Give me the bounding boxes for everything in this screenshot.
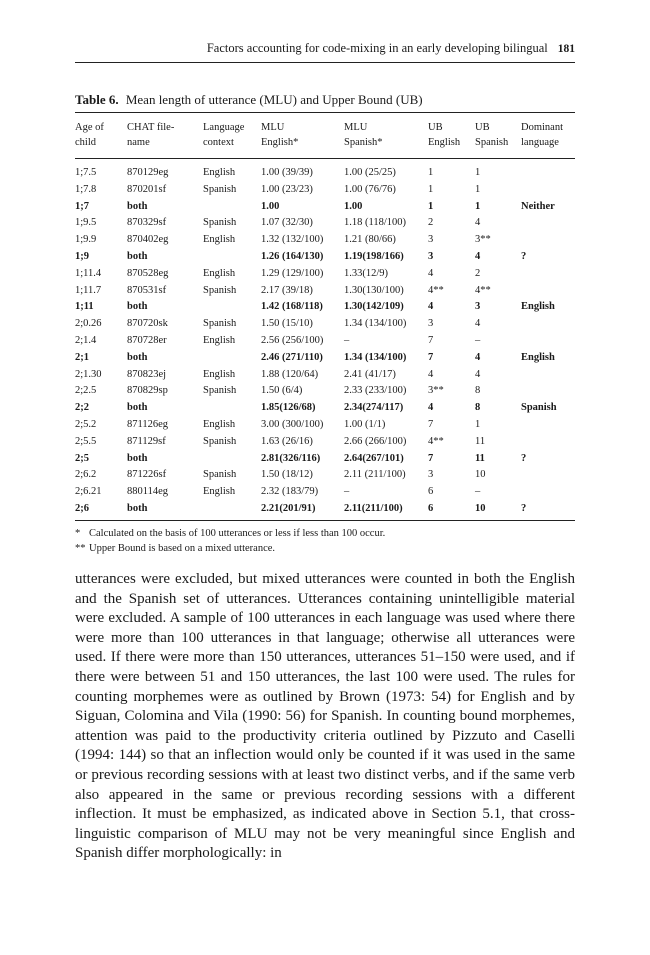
column-header [261,113,344,159]
table-cell: 4** [475,284,491,296]
table-cell: 2 [475,267,481,279]
column-header-line2: Spanish [475,136,509,148]
table-cell: 1.07 (32/30) [261,217,313,229]
table-row [75,182,575,199]
table-cell: 4 [475,368,481,380]
column-header-line1: MLU [261,122,285,133]
table-summary-row [75,199,575,216]
table-cell: 870720sk [127,318,168,330]
table-cell: 1 [428,183,434,195]
table-cell: 1.18 (118/100) [344,217,407,229]
table-summary-row [75,350,575,367]
table-cell: 10 [475,502,486,514]
table-cell: 1;11 [75,301,94,313]
table-cell [203,350,261,367]
table-cell: 1.63 (26/16) [261,435,313,447]
table-summary-row [75,451,575,468]
table-cell [521,283,575,300]
column-header-line2: Spanish* [344,136,383,148]
table-cell: 3 [428,250,434,262]
table-cell: – [344,486,350,498]
table-cell: 1.29 (129/100) [261,267,324,279]
table-cell: 7 [428,452,434,464]
table-row [75,316,575,333]
table-cell: 1.34 (134/100) [344,351,407,363]
table-cell: 1.32 (132/100) [261,234,324,246]
column-header-line2: English* [261,136,299,148]
table-cell: 870829sp [127,385,168,397]
column-header [521,113,575,159]
column-header-line2: name [127,136,150,148]
table-cell [521,484,575,501]
table-cell: English [203,234,236,246]
table-cell: both [127,351,148,363]
table-cell: 1.88 (120/64) [261,368,319,380]
table-cell: 1.00 (23/23) [261,183,313,195]
table-cell: 4 [428,402,434,414]
table-cell: 1.00 (1/1) [344,418,386,430]
table-cell: 871126eg [127,418,169,430]
table-row [75,232,575,249]
table-cell [521,316,575,333]
table-cell: 6 [428,486,434,498]
running-header [75,40,575,57]
table-cell: English [521,301,555,313]
table-cell: Spanish [203,469,237,481]
table-cell: 4 [475,351,481,363]
table-row [75,159,575,182]
table-cell: 1;9.9 [75,234,97,246]
body-text [75,570,575,864]
table-cell: English [203,486,236,498]
table-cell: 2;1.4 [75,334,97,346]
table-header [75,113,575,159]
table-cell: 2 [428,217,434,229]
table-cell: 1.00 (76/76) [344,183,396,195]
table-cell: 3** [428,385,444,397]
table-cell: 8 [475,385,481,397]
table-summary-row [75,501,575,520]
table-row [75,484,575,501]
table-cell: 2;6.2 [75,469,97,481]
column-header-line1: UB [428,122,443,133]
table-cell: 1.34 (134/100) [344,318,407,330]
table-cell: 2.11(211/100) [344,502,403,514]
table-cell: 870728er [127,334,167,346]
table-cell [521,434,575,451]
table-caption [75,92,575,108]
table-cell: 11 [475,435,486,447]
table-cell: 1.00 [344,200,363,212]
table-cell: 7 [428,351,434,363]
table-cell: 870531sf [127,284,167,296]
table-cell: Spanish [203,284,237,296]
table-cell: 2.21(201/91) [261,502,316,514]
table-cell: 870823ej [127,368,167,380]
table-cell: 1.42 (168/118) [261,301,323,313]
table-row [75,467,575,484]
table-cell: 1.00 (39/39) [261,167,313,178]
table-cell: Neither [521,200,555,212]
table-cell: 1;7.8 [75,183,97,195]
table-cell [203,249,261,266]
table-cell: 1.50 (15/10) [261,318,313,330]
table-cell: 1 [475,183,481,195]
table-cell: 2.66 (266/100) [344,435,407,447]
table-cell: 2.32 (183/79) [261,486,319,498]
table-row [75,333,575,350]
note-symbol: ** [75,543,86,554]
column-header [75,113,127,159]
table-cell: 4 [428,368,434,380]
page-number: 181 [557,43,575,55]
table-cell: 2;2.5 [75,385,97,397]
table-cell: 1 [475,200,481,212]
table-cell: 2;1.30 [75,368,102,380]
table-cell: English [203,267,236,279]
table-row [75,283,575,300]
table-cell: 1 [475,418,481,430]
table-cell: 3** [475,234,491,246]
table-cell: 870201sf [127,183,167,195]
table-row [75,434,575,451]
table-cell: 2;2 [75,402,89,414]
table-cell: English [521,351,555,363]
table-row [75,367,575,384]
table-cell: ? [521,452,527,464]
table-cell: 4 [475,217,481,229]
table-cell: 4** [428,435,444,447]
table-cell: 1.00 (25/25) [344,167,396,178]
table-cell: 7 [428,334,434,346]
table-cell: 4 [475,318,481,330]
column-header-line2: context [203,136,234,148]
column-header [203,113,261,159]
table-cell: 8 [475,402,481,414]
table-cell: 2;6 [75,502,89,514]
table-notes [75,526,575,556]
table-cell: 7 [428,418,434,430]
table-cell: 3 [475,301,481,313]
column-header [428,113,475,159]
table-cell: 2;1 [75,351,89,363]
table-cell: English [203,418,236,430]
table-cell: both [127,402,148,414]
table-cell: 4 [475,250,481,262]
table-cell: 3 [428,234,434,246]
table-cell: 1.50 (6/4) [261,385,303,397]
table-cell: 1;7 [75,200,89,212]
column-header-line2: language [521,136,559,148]
table-note [75,541,575,556]
body-paragraph: utterances were excluded, but mixed utterances were counted in both the English and the Spanish set of utterances. Utterances containing unintelligible material were excluded. A sample of 100 utterances in each language was used where there were more than 100 utterances in that language; otherwise all utterances were used. If there were more than 150 utterances, utterances 51–150 were used, and if there were between 51 and 150 utterances, the last 100 were used. The rules for counting morphemes were as outlined by Brown (1973: 54) for English and by Siguan, Colomina and Vila (1990: 56) for Spanish. In counting bound morphemes, attention was paid to the productivity criteria outlined by Pizzuto and Caselli (1994: 144) so that an inflection would only be counted if it was used in the same or previous recording sessions with at least two distinct verbs, and if the same verb also appeared in the same or previous recording sessions with a different inflection. It must be emphasized, as indicated above in Section 5.1, that cross-linguistic comparison of MLU may not be very meaningful since English and Spanish differ morphologically: in [75,571,575,862]
table-cell: 2;5 [75,452,89,464]
table-cell: 1;9.5 [75,217,97,229]
table-cell: 870528eg [127,267,169,279]
column-header-line2: English [428,136,461,148]
note-text: Calculated on the basis of 100 utterances or less if less than 100 occur. [89,528,386,539]
table-cell: 2;6.21 [75,486,102,498]
column-header-line1: Language [203,122,245,133]
table-cell: Spanish [203,435,237,447]
table-cell: 2;0.26 [75,318,102,330]
table-row [75,417,575,434]
table-summary-row [75,249,575,266]
table-cell: 4 [428,267,434,279]
table-cell: Spanish [203,318,237,330]
table-cell: 1 [428,167,434,178]
running-title: Factors accounting for code-mixing in an early developing bilingual [206,41,548,55]
header-rule [75,62,575,63]
table-cell: – [475,334,481,346]
table-caption-label: Table 6. [75,92,119,107]
table-summary-row [75,400,575,417]
table-cell: 2.34(274/117) [344,402,404,414]
table-cell: 10 [475,469,486,481]
table-cell: ? [521,502,527,514]
table-cell: 3.00 (300/100) [261,418,324,430]
table-cell: Spanish [203,385,237,397]
table-cell [521,383,575,400]
table-cell [203,400,261,417]
table-cell [521,232,575,249]
table-cell: 1.30(142/109) [344,301,404,313]
table-cell: 1;11.4 [75,267,102,279]
table-cell: 1 [475,167,481,178]
column-header-line2: child [75,136,96,148]
table-cell: 1.33(12/9) [344,267,389,279]
table-cell: both [127,301,148,313]
table-body [75,159,575,521]
table-cell: 4** [428,284,444,296]
table-cell: English [203,334,236,346]
table-cell [203,199,261,216]
table-cell: 2;5.2 [75,418,97,430]
table-cell: 871226sf [127,469,167,481]
table-row [75,266,575,283]
table-summary-row [75,299,575,316]
table-note [75,526,575,541]
table-cell [521,266,575,283]
table-cell: both [127,200,148,212]
mlu-table-container [75,112,575,521]
table-cell: – [475,486,481,498]
table-caption-text: Mean length of utterance (MLU) and Upper Bound (UB) [125,92,423,107]
table-cell: 2.41 (41/17) [344,368,396,380]
table-cell [203,501,261,520]
column-header [127,113,203,159]
table-cell: both [127,452,148,464]
table-cell: 4 [428,301,434,313]
table-cell: 2.64(267/101) [344,452,404,464]
table-cell: 11 [475,452,485,464]
column-header-line1: UB [475,122,490,133]
table-cell: 880114eg [127,486,169,498]
table-cell: English [203,368,236,380]
table-cell [521,215,575,232]
table-cell: 6 [428,502,434,514]
table-cell [521,417,575,434]
table-cell [521,367,575,384]
table-cell: English [203,167,236,178]
table-cell: 1.50 (18/12) [261,469,313,481]
table-cell: both [127,250,148,262]
table-row [75,383,575,400]
table-cell: 1.26 (164/130) [261,250,324,262]
table-cell: 2.33 (233/100) [344,385,407,397]
table-cell: 1.85(126/68) [261,402,316,414]
column-header [475,113,521,159]
table-cell: Spanish [203,217,237,229]
table-cell: 1.30(130/100) [344,284,404,296]
mlu-table [75,112,575,521]
table-cell: 1;9 [75,250,89,262]
column-header-line1: MLU [344,122,368,133]
table-cell: Spanish [203,183,237,195]
table-cell: 2.81(326/116) [261,452,321,464]
column-header-line1: Age of [75,122,104,133]
table-cell: 870402eg [127,234,169,246]
table-cell: ? [521,250,527,262]
table-cell: 2.46 (271/110) [261,351,323,363]
table-cell: 870129eg [127,167,169,178]
table-cell: 1.19(198/166) [344,250,404,262]
column-header [344,113,428,159]
note-text: Upper Bound is based on a mixed utterance. [89,543,276,554]
table-cell: 1.00 [261,200,280,212]
table-cell: 2.11 (211/100) [344,469,406,481]
table-cell: 870329sf [127,217,167,229]
table-cell: 2.17 (39/18) [261,284,313,296]
table-cell [521,182,575,199]
table-cell: 3 [428,469,434,481]
table-cell [521,159,575,182]
table-cell: 1;11.7 [75,284,102,296]
table-cell: 2;5.5 [75,435,97,447]
table-cell: 1.21 (80/66) [344,234,396,246]
table-cell: – [344,334,350,346]
table-row [75,215,575,232]
table-cell: both [127,502,148,514]
note-symbol: * [75,528,81,539]
table-cell: 871129sf [127,435,166,447]
table-cell: 1 [428,200,434,212]
table-cell: 3 [428,318,434,330]
table-cell: Spanish [521,402,557,414]
table-cell [521,467,575,484]
table-cell [521,333,575,350]
table-cell: 1;7.5 [75,167,97,178]
table-cell [203,299,261,316]
column-header-line1: CHAT file- [127,122,175,133]
table-cell: 2.56 (256/100) [261,334,324,346]
table-header-row [75,113,575,159]
column-header-line1: Dominant [521,122,563,133]
table-cell [203,451,261,468]
